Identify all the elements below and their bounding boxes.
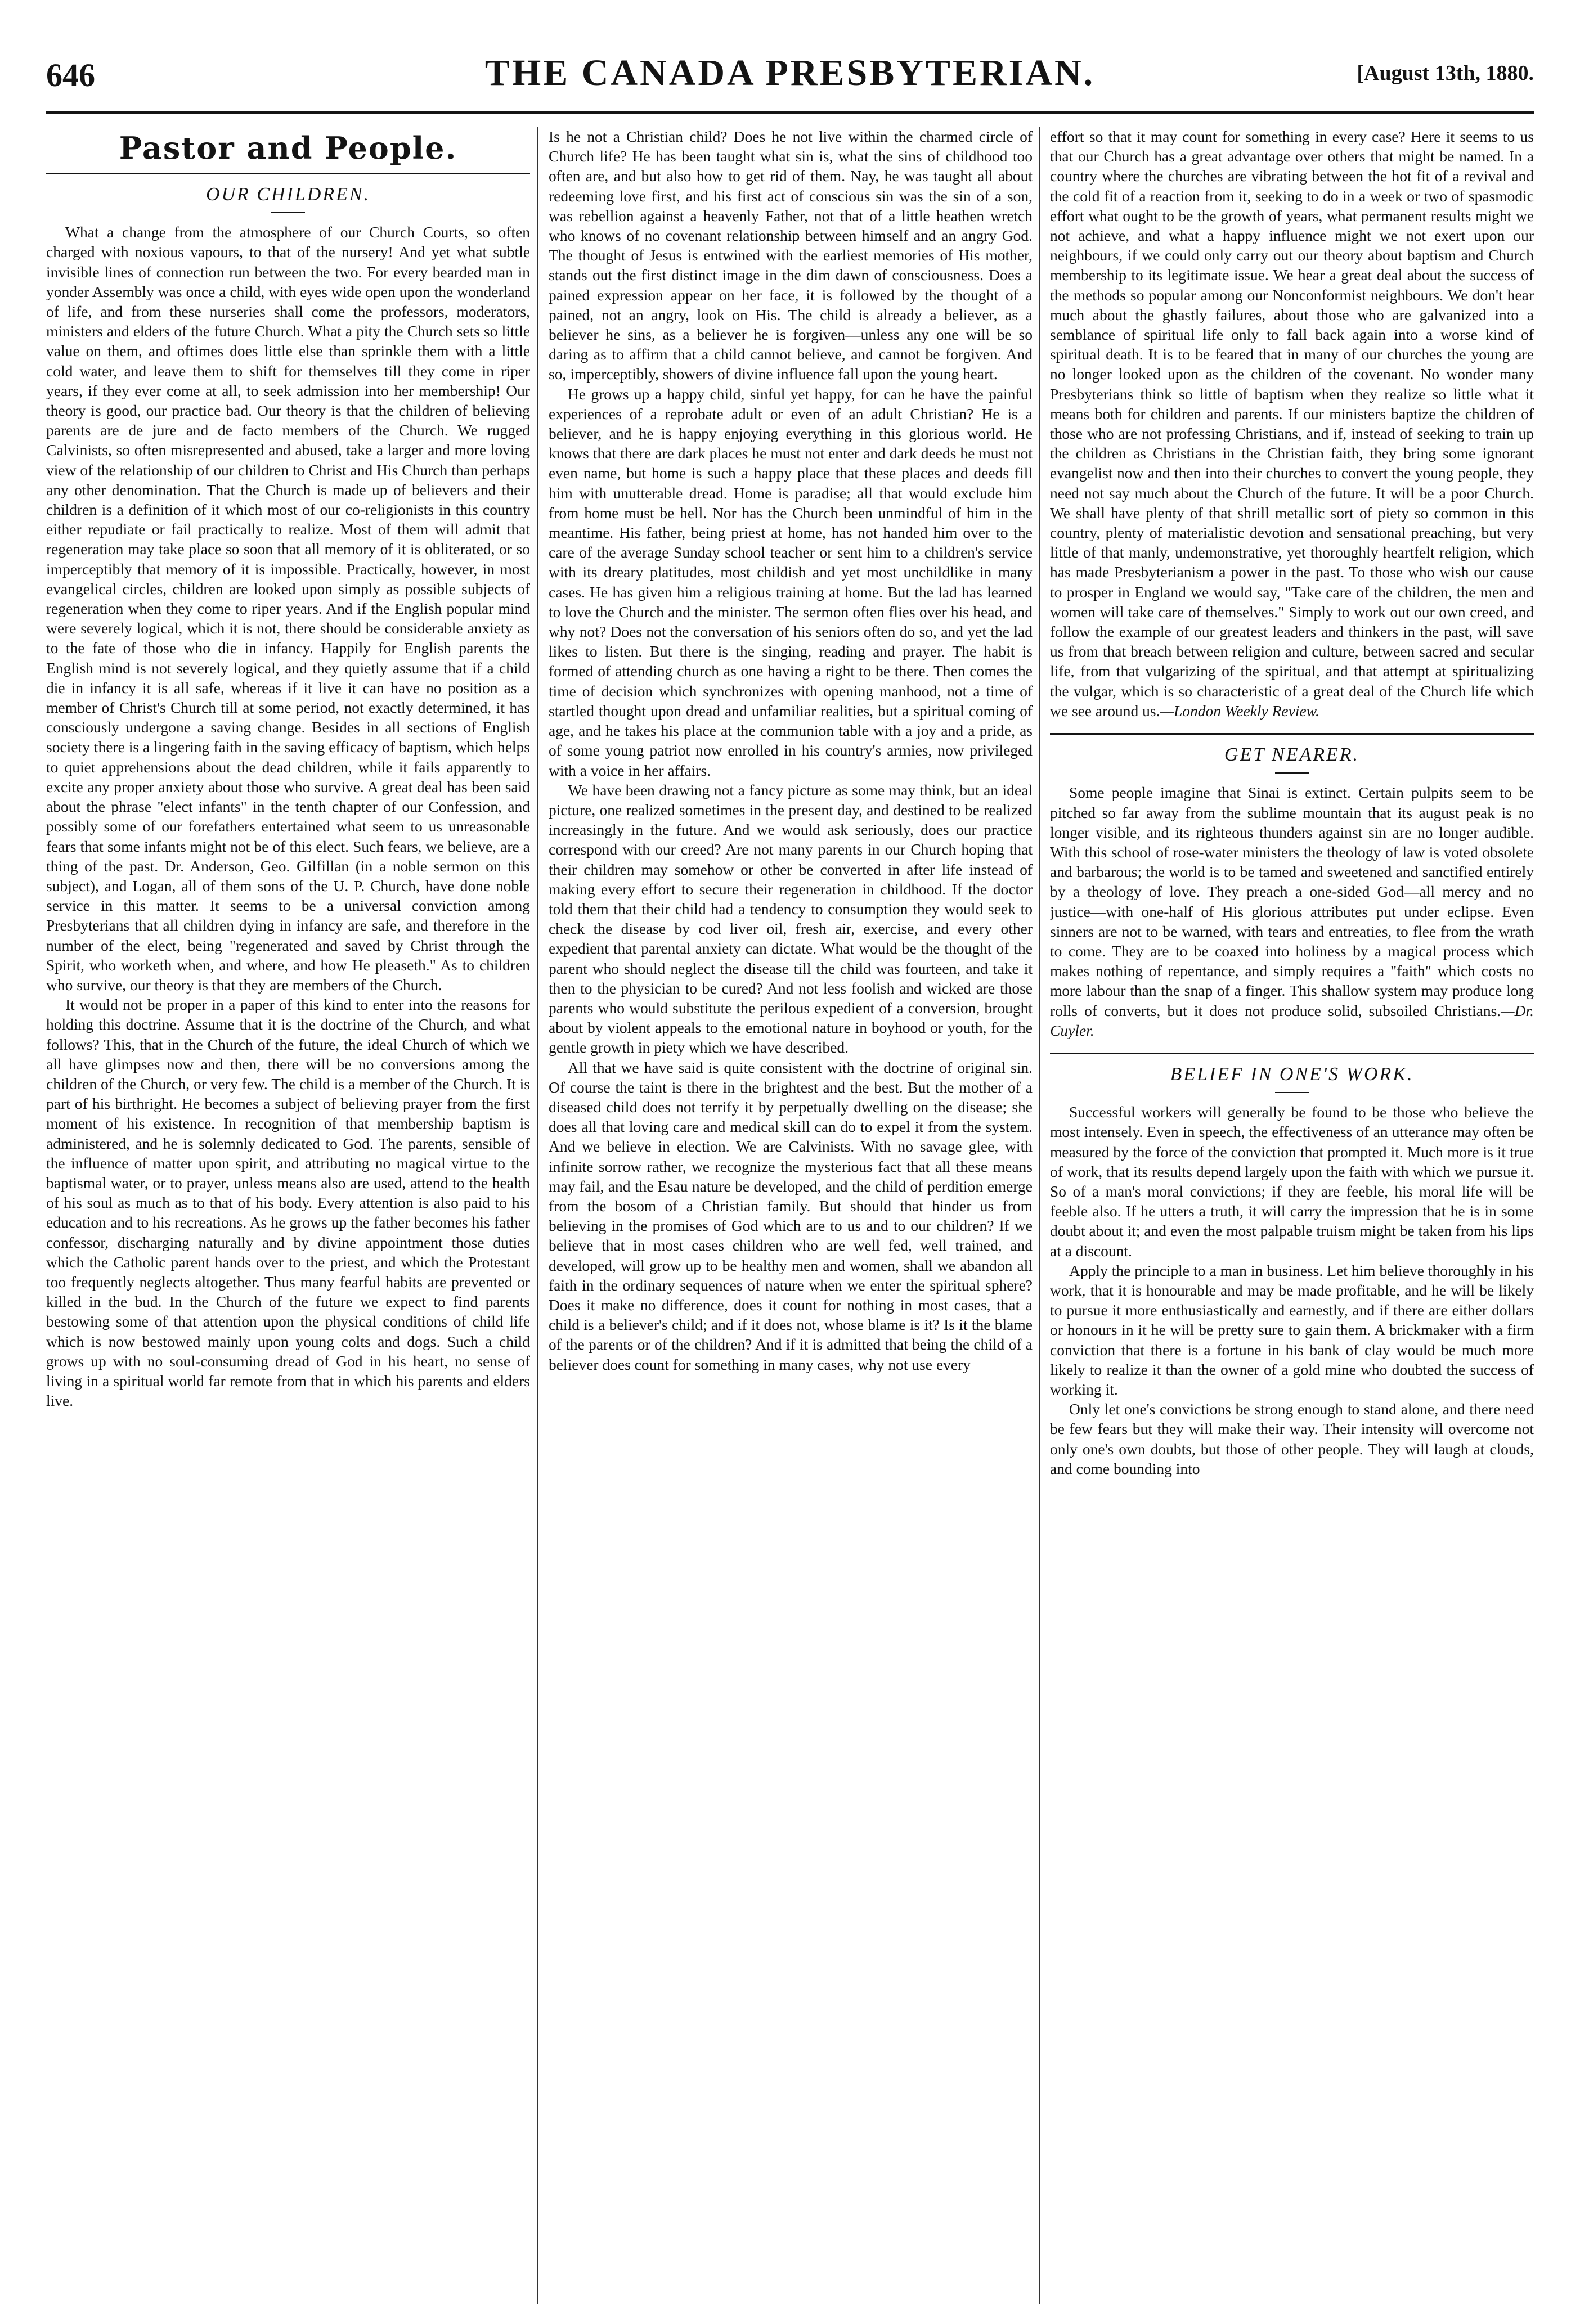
paragraph-text: Some people imagine that Sinai is extinct. Certain pulpits seem to be pitched so far away from the sublime mountain that its august peak is no longer visible, and its righteous thunders against sin are no longer audible. With this school of rose-water ministers the theology of law is voted obsolete and barbarous; the world is to be tamed and sweetened and sanctified entirely by a theology of love. They preach a one-sided God—all mercy and no justice—with one-half of His glorious attributes put under eclipse. Even sinners are not to be warned, with tears and entreaties, to flee from the wrath to come. They are to be coaxed into holiness by a magical process which makes nothing of repentance, and simply requires a "faith" which costs no more labour than the snap of a finger. This shallow system may produce long rolls of converts, but it does not produce solid, subsoiled Christians. <box>1050 784 1534 1019</box>
title-rule <box>271 212 305 213</box>
paragraph: What a change from the atmosphere of our Church Courts, so often charged with noxious vapours, to that of the nursery! And yet what subtle invisible lines of connection run between the two. For every bearded man in yonder Assembly was once a child, with eyes wide open upon the wonderland of life, and from these nurseries shall come the professors, moderators, ministers and elders of the future Church. What a pity the Church sets so little value on them, and oftimes does little else than sprinkle them with a little cold water, and leave them to shift for themselves till they come in riper years, if they ever come at all, to seek admission into her membership! Our theory is good, our practice bad. Our theory is that the children of believing parents are de jure and de facto members of the Church. We rugged Calvinists, so often misrepresented and abused, take a larger and more loving view of the relationship of our children to Christ and His Church than perhaps any other denomination. That the Church is made up of believers and their children is a definition of it which most of our co-religionists in this country either repudiate or fail practically to realize. Most of them will admit that regeneration may take place so soon that all memory of it is obliterated, or so imperceptibly that memory of it is impossible. Practically, however, in most evangelical circles, children are looked upon simply as possible subjects of regeneration when they come to riper years. And if the English popular mind were severely logical, which it is not, there should be considerable anxiety as to the fate of those who die in infancy. Happily for English parents the English mind is not severely logical, and they quietly assume that if a child die in infancy it is all safe, whereas if it live it can have no position as a member of Christ's Church till at some period, not exactly determined, it has consciously undergone a saving change. Besides in all sections of English society there is a lingering faith in the saving efficacy of baptism, which helps to quiet apprehensions about the dead children, while it fails apparently to excite any proper anxiety about those who survive. A great deal has been said about the phrase "elect infants" in the tenth chapter of our Confession, and possibly some of our forefathers entertained what seem to us unreasonable fears that some infants might not be of this elect. Such fears, we believe, are a thing of the past. Dr. Anderson, Geo. Gilfillan (in a noble sermon on this subject), and Logan, all of them sons of the U. P. Church, have done noble service in this matter. It seems to be a universal conviction among Presbyterians that all children dying in infancy are safe, and therefore in the number of the elect, being "regenerated and saved by Christ through the Spirit, who worketh when, and where, and how He pleaseth." As to children who survive, our theory is that they are members of the Church. <box>46 223 530 994</box>
paragraph <box>1050 127 1534 721</box>
article-separator <box>1050 1053 1534 1054</box>
article-title-belief-in-ones-work: BELIEF IN ONE'S WORK. <box>1170 1063 1414 1085</box>
page-number: 646 <box>46 57 95 93</box>
masthead <box>46 52 1534 101</box>
issue-date: [August 13th, 1880. <box>1357 61 1534 85</box>
article-title-get-nearer: GET NEARER. <box>1224 744 1360 766</box>
title-rule <box>1275 1092 1309 1093</box>
title-rule <box>1275 772 1309 774</box>
column-divider-1 <box>537 127 538 2304</box>
article-separator <box>1050 733 1534 735</box>
journal-title: THE CANADA PRESBYTERIAN. <box>484 52 1096 93</box>
paragraph: Is he not a Christian child? Does he not live within the charmed circle of Church life? He has been taught what sin is, what the sins of childhood too often are, and but also how to get rid of them. Nay, he was taught all about redeeming love first, and his first act of conscious sin was the sin of a son, was rebellion against a heavenly Father, not that of a little heathen wretch who knows of no covenant relationship between himself and an angry God. The thought of Jesus is entwined with the earliest memories of His mother, stands out the first distinct image in the dim dawn of consciousness. Does a pained expression appear on her face, it is followed by the thought of a pained, not an angry, look on His. The child is already a believer, as a believer he sins, as a believer he is forgiven—unless any one will be so daring as to affirm that a child cannot believe, and cannot be forgiven. And so, imperceptibly, showers of divine influence fall upon the young heart. <box>549 128 1033 383</box>
column-2 <box>549 127 1033 2304</box>
section-heading: Pastor and People. <box>119 130 457 166</box>
paragraph: Only let one's convictions be strong enough to stand alone, and there need be few fears but they will make their way. Their intensity will overcome not only one's own doubts, but those of other people. They will laugh at clouds, and come bounding into <box>1050 1400 1534 1477</box>
paragraph-text: effort so that it may count for something in every case? Here it seems to us that our Church has a great advantage over others that might be named. In a country where the churches are vibrating between the hot fit of a revival and the cold fit of a reaction from it, seeking to do in a week or two of spasmodic effort what ought to be the growth of years, what permanent results might we not achieve, and what a happy influence might we not exert upon our neighbours, if we could only carry out our theory about baptism and Church membership to its legitimate issue. We hear a great deal about the success of the methods so popular among our Nonconformist neighbours. We don't hear much about the ghastly failures, about those who are galvanized into a semblance of spiritual life only to fall back again into a worse kind of spiritual death. It is to be feared that in many of our churches the young are no longer looked upon as the children of the covenant. No wonder many Presbyterians think so little of baptism when they realize so little what it means both for children and parents. If our ministers baptize the children of those who are not professing Christians, and if, instead of seeking to train up the children as Christians in the Christian faith, they bring some ignorant evangelist now and then into their churches to convert the young people, they need not say much about the Church of the future. It will be a poor Church. We shall have plenty of that shrill metallic sort of piety so common in this country, plenty of materialistic devotion and sensational preaching, but very little of that manly, undemonstrative, yet thoroughly heartfelt religion, which has made Presbyterianism a power in the past. To those who wish our cause to prosper in England we would say, "Take care of the children, the men and women will take care of themselves." Simply to work out our own creed, and follow the example of our greatest leaders and thinkers in the past, will save us from that breach between religion and culture, between sacred and secular life, from that vulgarizing of the spiritual, and that attempt at spiritualizing the vulgar, which is so characteristic of a great deal of the Church life which we see around us. <box>1050 128 1534 720</box>
column-3 <box>1050 127 1534 2304</box>
paragraph: All that we have said is quite consistent with the doctrine of original sin. Of course the taint is there in the brightest and the best. But the mother of a diseased child does not terrify it by perpetually dwelling on the disease; she does all that loving care and medical skill can do to expel it from the system. And we believe in election. We are Calvinists. With no savage glee, with infinite sorrow rather, we recognize the mysterious fact that all these means may fail, and the Esau nature be developed, and the child of perdition emerge from the bosom of a Christian family. But should that hinder us from believing in the promises of God which are to us and to our children? If we believe that in most cases children who are well fed, well trained, and developed, will grow up to be healthy men and women, shall we abandon all faith in the ordinary sequences of nature when we enter the spiritual sphere? Does it make no difference, does it count for nothing in most cases, that a child is a believer's child; and if it does not, whose blame is it? Is it the blame of the parents or of the children? And if it is admitted that being the child of a believer does count for something in many cases, why not use every <box>549 1058 1033 1373</box>
paragraph: We have been drawing not a fancy picture as some may think, but an ideal picture, one realized sometimes in the present day, and destined to be realized increasingly in the future. And we would ask seriously, does our practice correspond with our creed? Are not many parents in our Church hoping that their children may somehow or other be converted in after life instead of making every effort to secure their regeneration in childhood. If the doctor told them that their child had a tendency to consumption they would seek to check the disease by cod liver oil, fresh air, exercise, and every other expedient that parental anxiety can dictate. What would be the thought of the parent who should neglect the disease till the child was fourteen, and take it then to the physician to be cured? And not less foolish and wicked are those parents who would substitute the perilous expedient of a conversion, brought about by violent appeals to the emotional nature in boyhood or youth, for the gentle growth in piety which we have described. <box>549 781 1033 1057</box>
section-heading-rule <box>46 173 530 174</box>
masthead-rule <box>46 111 1534 114</box>
article-source: —London Weekly Review. <box>1160 702 1319 720</box>
paragraph: Successful workers will generally be found to be those who believe the most intensely. Even in speech, the effectiveness of an utterance may often be measured by the force of the conviction that prompted it. Much more is it true of work, that its results depend largely upon the faith with which we pursue it. So of a man's moral convictions; if they are feeble, his moral life will be feeble also. If he utters a truth, it will carry the impression that he is in some doubt about it; and even the most palpable truism might be taken from his lips at a discount. <box>1050 1103 1534 1260</box>
article-source: —Dr. Cuyler. <box>1050 1001 1534 1039</box>
column-1 <box>46 127 530 2304</box>
paragraph <box>1050 783 1534 1040</box>
paragraph: It would not be proper in a paper of this kind to enter into the reasons for holding this doctrine. Assume that it is the doctrine of the Church, and what follows? This, that in the Church of the future, the ideal Church of which we all have glimpses now and then, there will be no conversions among the children of the Church, or very few. The child is a member of the Church. It is part of his birthright. He becomes a subject of believing prayer from the first moment of his existence. In recognition of that membership baptism is administered, and he is solemnly dedicated to God. The parents, sensible of the influence of matter upon spirit, and attributing no magical virtue to the baptismal water, or to prayer, unless means also are used, attend to the health of his soul as much as to that of his body. Every attention is also paid to his education and to his recreations. As he grows up the father becomes his father confessor, discharging naturally and by divine appointment those duties which the Catholic parent hands over to the priest, and which the Protestant too frequently neglects altogether. Thus many fearful habits are prevented or killed in the bud. In the Church of the future we expect to find parents bestowing some of that attention upon the physical conditions of child life which is now bestowed mainly upon young colts and dogs. Such a child grows up with no soul-consuming dread of God in his heart, no sense of living in a spiritual world far remote from that in which his parents and elders live. <box>46 996 530 1410</box>
paragraph: He grows up a happy child, sinful yet happy, for can he have the painful experiences of a reprobate adult or even of an adult Christian? He is a believer, and he is happy enjoying everything in this glorious world. He knows that there are dark places he must not enter and dark deeds he must not even name, but home is such a happy place that these places and deeds fill him with unutterable dread. Home is paradise; all that would exclude him from home must be hell. Nor has the Church been unmindful of him in the meantime. His father, being priest at home, has not handed him over to the care of the average Sunday school teacher or sent him to a children's service with its dreary platitudes, most childish and yet most unchildlike in many cases. He has given him a religious training at home. But the lad has learned to love the Church and the minister. The sermon often flies over his head, and why not? Does not the conversation of his seniors often do so, and yet the lad likes to listen. But there is the singing, reading and prayer. The habit is formed of attending church as one having a right to be there. Then comes the time of decision which synchronizes with opening manhood, not a time of startled thought upon dread and unfamiliar realities, but a spiritual coming of age, and he takes his place at the communion table with a joy and a pride, as of some young patriot now enrolled in his country's armies, now privileged with a voice in her affairs. <box>549 385 1033 779</box>
paragraph: Apply the principle to a man in business. Let him believe thoroughly in his work, that it is honourable and may be made profitable, and he will be likely to pursue it more enthusiastically and earnestly, and if there are either dollars or honours in it he will be pretty sure to gain them. A brickmaker with a firm conviction that there is a fortune in his bank of clay would be much more likely to realize it than the owner of a gold mine who doubted the success of working it. <box>1050 1261 1534 1398</box>
article-title-our-children: OUR CHILDREN. <box>205 184 371 205</box>
column-divider-2 <box>1039 127 1040 2304</box>
